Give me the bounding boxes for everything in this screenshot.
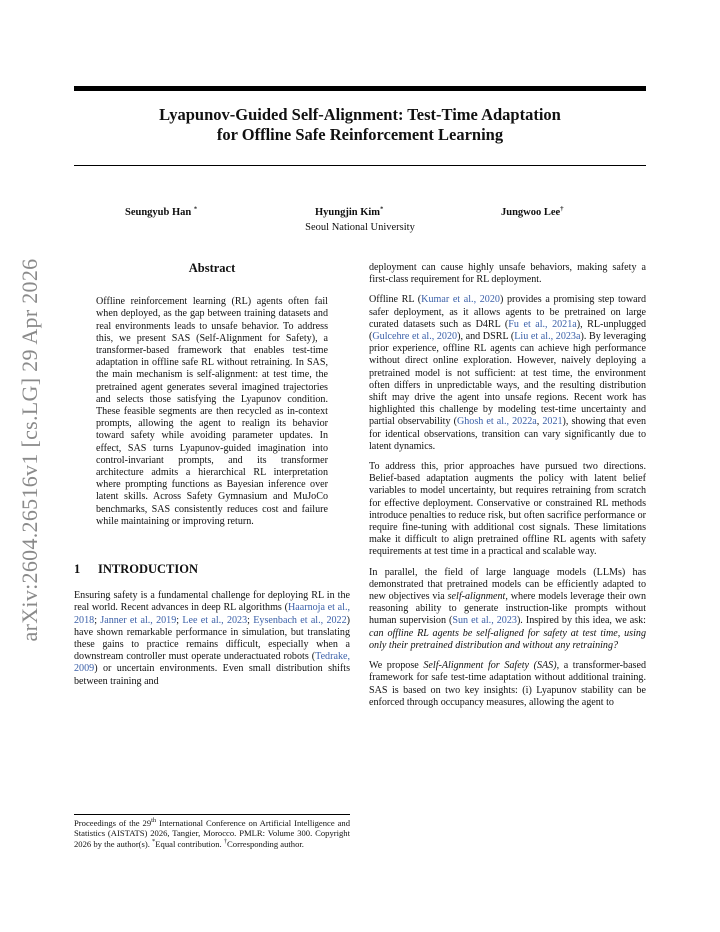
intro-paragraph-1: Ensuring safety is a fundamental challenge for deploying RL in the real world. Recent advances in deep RL algorithms (Haarnoja et al., 2018; Janner et al., 2019; Lee et al., 2023; Eysenbach et al., 2022) have shown remarkable performance in simulation, but translating these gains to practice remains difficult, especially when a downstream controller must operate underactuated robots (Tedrake, 2009) or uncertain environments. Even small distribution shifts between training and bbox=[74, 590, 351, 687]
paper-title bbox=[74, 105, 646, 145]
footnote: Proceedings of the 29th International Conference on Artificial Intelligence and Statistics (AISTATS) 2026, Tangier, Morocco. PMLR: Volume 300. Copyright 2026 by the author(s). *Equal contribution. †Corresponding author. bbox=[74, 814, 350, 849]
citation-link[interactable]: Liu et al., 2023a bbox=[514, 331, 581, 343]
arxiv-identifier: arXiv:2604.26516v1 [cs.LG] 29 Apr 2026 bbox=[17, 258, 42, 642]
right-paragraph-2: To address this, prior approaches have pursued two directions. Belief-based adaptation augments the policy with latent belief variables to model uncertainty, but requires retraining from scratch for effective deployment. Conservative or constrained RL methods introduce penalties to reduce risk, but often sacrifice performance or require fine-tuning with additional cost signals. These limitations make it difficult to align pretrained offline RL agents with safety requirements at test time in a practical and scalable way. bbox=[369, 461, 646, 558]
citation-link[interactable]: 2021 bbox=[542, 416, 563, 428]
citation-link[interactable]: Fu et al., 2021a bbox=[508, 318, 577, 330]
abstract-text: Offline reinforcement learning (RL) agents often fail when deployed, as the gap between training datasets and real environments leads to unsafe behavior. To address this, we present SAS (Self-Alignment for Safety), a transformer-based framework that enables test-time adaptation in offline safe RL without retraining. In SAS, the main mechanism is self-alignment: at test time, the pretrained agent generates several imagined trajectories and selects those satisfying the Lyapunov condition. These feasible segments are then recycled as in-context prompts, allowing the agent to realign its behavior toward safety while avoiding parameter updates. In effect, SAS turns Lyapunov-guided imagination into control-invariant prompts, and its transformer architecture admits a hierarchical RL interpretation where prompting functions as Bayesian inference over latent skills. Across Safety Gymnasium and MuJoCo benchmarks, SAS consistently reduces cost and failure while maintaining or improving return. bbox=[96, 296, 328, 527]
author-3: Jungwoo Lee† bbox=[501, 205, 564, 218]
citation-link[interactable]: Kumar et al., 2020 bbox=[421, 294, 500, 306]
citation-link[interactable]: Eysenbach et al., 2022 bbox=[253, 614, 347, 626]
section-heading-introduction: 1 INTRODUCTION bbox=[74, 562, 199, 577]
citation-link[interactable]: Tedrake, 2009 bbox=[74, 651, 350, 675]
left-column bbox=[74, 260, 350, 696]
citation-link[interactable]: Haarnoja et al., 2018 bbox=[74, 602, 350, 626]
title-rule-bottom bbox=[74, 165, 646, 166]
title-rule-top bbox=[74, 86, 646, 91]
title-line-2: for Offline Safe Reinforcement Learning bbox=[216, 125, 504, 144]
right-paragraph-4: We propose Self-Alignment for Safety (SAS), a transformer-based framework for safe test-time adaptation without additional training. SAS is based on two key insights: (i) Lyapunov stability can be enforced through occupancy measures, allowing the agent to bbox=[369, 660, 647, 708]
abstract-heading: Abstract bbox=[188, 261, 236, 275]
author-2: Hyungjin Kim* bbox=[315, 205, 384, 218]
author-1: Seungyub Han * bbox=[125, 205, 198, 218]
citation-link[interactable]: Sun et al., 2023 bbox=[452, 615, 517, 627]
citation-link[interactable]: Janner et al., 2019 bbox=[100, 614, 177, 626]
right-column bbox=[369, 262, 646, 717]
citation-link[interactable]: Lee et al., 2023 bbox=[182, 614, 248, 626]
title-line-1: Lyapunov-Guided Self-Alignment: Test-Time Adaptation bbox=[159, 105, 561, 124]
right-paragraph-0: deployment can cause highly unsafe behaviors, making safety a first-class requirement for RL deployment. bbox=[369, 262, 646, 286]
right-paragraph-3: In parallel, the field of large language models (LLMs) has demonstrated that pretrained models can be efficiently adapted to new objectives via self-alignment, where models leverage their own reasoning ability to generate instruction-like prompts without human supervision (Sun et al., 2023). Inspired by this idea, we ask: can offline RL agents be self-aligned for safety at test time, using only their pretrained distribution and without any retraining? bbox=[369, 566, 646, 651]
affiliation: Seoul National University bbox=[305, 222, 415, 233]
citation-link[interactable]: Gulcehre et al., 2020 bbox=[372, 331, 458, 343]
right-paragraph-1: Offline RL (Kumar et al., 2020) provides a promising step toward safer deployment, as it allows agents to be pretrained on large curated datasets such as D4RL (Fu et al., 2021a), RL-unplugged (Gulcehre et al., 2020), and DSRL (Liu et al., 2023a). By leveraging prior experience, offline RL agents can achieve high performance without direct online exploration. However, naively deploying a pretrained model is not sufficient: at test time, the environment often differs in unpredictable ways, and the resulting distribution shift may drive the agent into unsafe regions. Recent work has highlighted this challenge by modeling test-time uncertainty and partial observability (Ghosh et al., 2022a, 2021), showing that even for identical observations, transition can vary significantly due to latent dynamics. bbox=[369, 294, 647, 452]
citation-link[interactable]: Ghosh et al., 2022a bbox=[456, 416, 537, 428]
